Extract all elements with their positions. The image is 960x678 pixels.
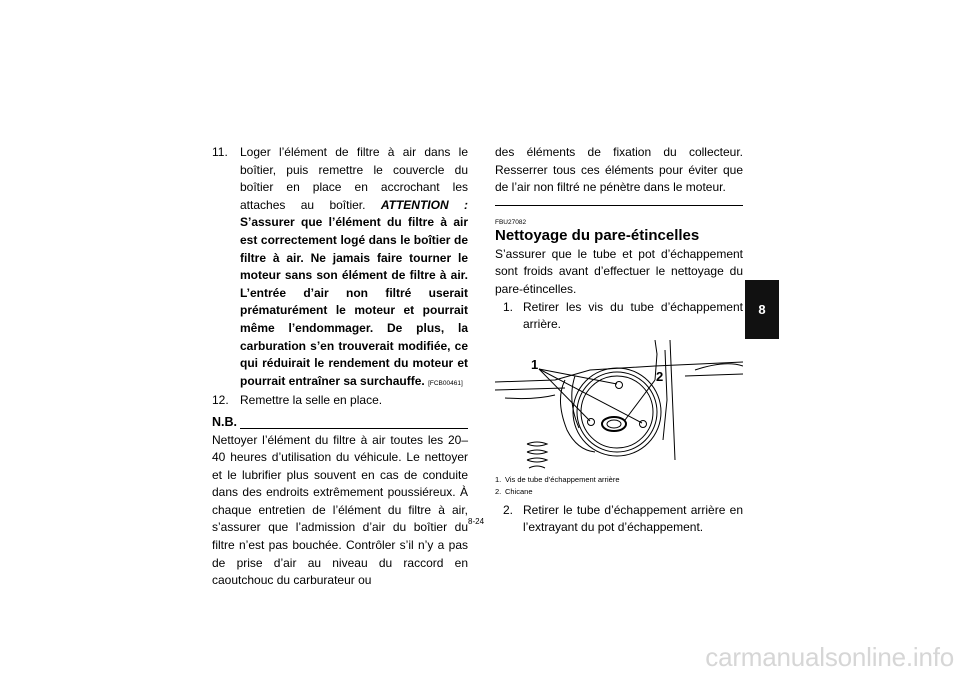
step-number: 1. — [503, 299, 514, 314]
caption-number: 1. — [495, 474, 502, 484]
note-end-rule — [495, 205, 743, 206]
section-title: Nettoyage du pare-étincelles — [495, 226, 700, 244]
page-number: 8-24 — [468, 517, 485, 526]
step-2-text: Retirer le tube d’échappement arrière en l’extrayant du pot d’échappement. — [523, 502, 743, 535]
attention-code: [FCB00461] — [428, 379, 463, 387]
step-1 — [495, 299, 743, 334]
step-number: 12. — [212, 393, 229, 408]
step-2 — [495, 502, 743, 537]
section-intro: S’assurer que le tube et pot d’échappement sont froids avant d’effectuer le nettoyage du pare-étincelles. — [495, 246, 743, 296]
step-number: 2. — [503, 502, 514, 517]
section-id: FBU27082 — [495, 218, 527, 226]
attention-text: S’assurer que l’élément du filtre à air est correctement logé dans le boîtier de filtre à air. Ne jamais faire tourner le moteur sans son élément de filtre à air. L’entrée d’air non filtré userait prématurément le moteur et pourrait même l’endommager. De plus, la carburation s’en trouverait modifiée, ce qui réduirait le rendement du moteur et pourrait entraîner sa surchauffe. — [240, 215, 468, 388]
step-11-text: Loger l’élément de filtre à air dans le boîtier, puis remettre le couvercle du boîtier en place en accrochant les attaches au boîtier. — [240, 145, 468, 212]
attention-label: ATTENTION : — [380, 197, 468, 212]
chapter-tab: 8 — [745, 280, 779, 339]
caption-number: 2. — [495, 486, 502, 496]
note-text: Nettoyer l’élément du filtre à air toutes les 20–40 heures d’utilisation du véhicule. Le nettoyer et le lubrifier plus souvent en cas de conduite dans des endroits extrêmement poussiéreux. À chaque entretien de l’élément du filtre à air, s’assurer que l’admission d’air du boîtier du filtre n’est pas bouchée. Contrôler s’il n’y a pas de prise d’air au niveau du raccord en caoutchouc du carburateur ou — [212, 432, 468, 588]
exhaust-figure — [495, 340, 743, 470]
caption-item — [495, 486, 743, 498]
caption-text: Chicane — [505, 486, 533, 496]
watermark: carmanualsonline.info — [705, 642, 954, 672]
step-11 — [212, 144, 468, 392]
figure-caption — [495, 474, 743, 498]
continued-text: des éléments de fixation du collecteur. Resserrer tous ces éléments pour éviter que de l’air non filtré ne pénètre dans le moteur. — [495, 145, 743, 195]
step-text — [240, 144, 468, 392]
note-rule — [240, 428, 468, 429]
note-label: N.B. — [212, 414, 237, 429]
step-12-text: Remettre la selle en place. — [240, 393, 383, 408]
caption-text: Vis de tube d’échappement arrière — [505, 474, 620, 484]
note-header — [212, 414, 468, 432]
step-1-text: Retirer les vis du tube d’échappement arrière. — [523, 299, 743, 332]
step-12 — [212, 392, 468, 410]
caption-item — [495, 474, 743, 486]
left-column — [212, 144, 468, 590]
step-number: 11. — [212, 145, 228, 159]
right-column — [495, 144, 743, 537]
callout-1: 1 — [531, 356, 539, 372]
callout-2: 2 — [656, 368, 664, 384]
